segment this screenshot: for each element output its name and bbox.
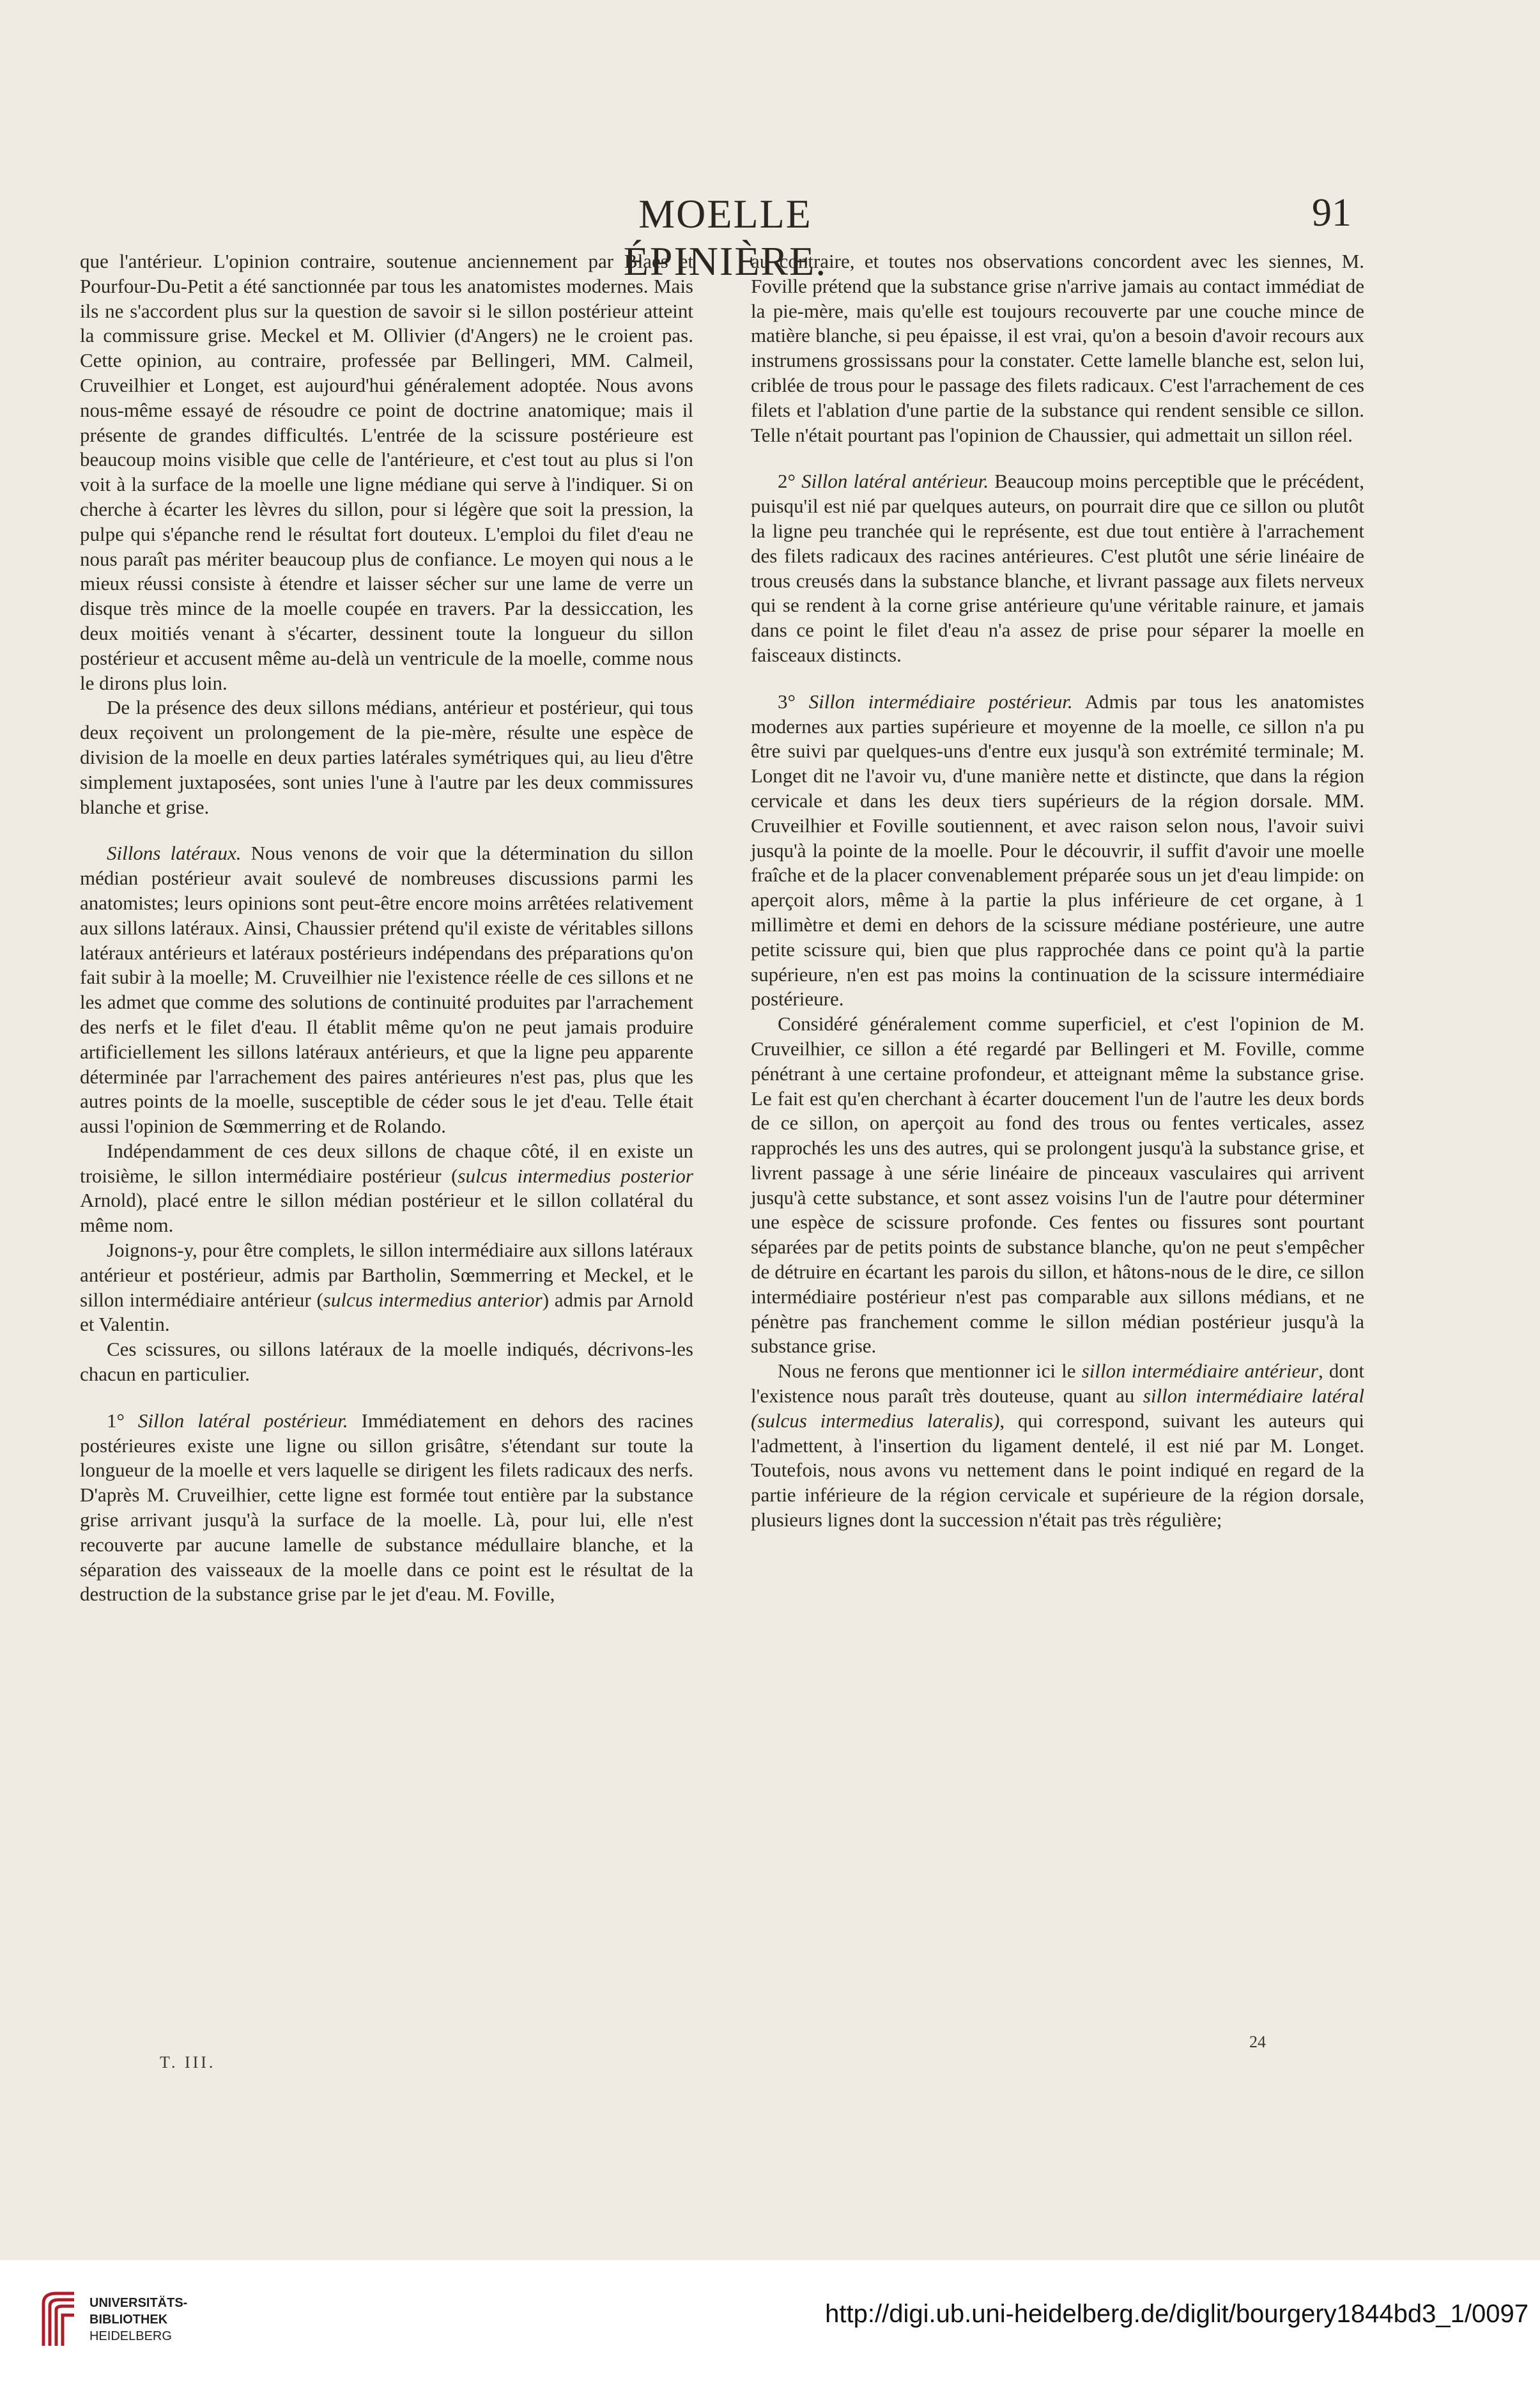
- paragraph-text: Joignons-y, pour être complets, le sillon intermédiaire aux sillons latéraux antérieur et postérieur, admis par Bartholin, Sœmmerring et Meckel, et le sillon intermédiaire antérieur (: [80, 1239, 693, 1311]
- paragraph-text: Admis par tous les anatomistes modernes aux parties supérieure et moyenne de la moelle, ce sillon n'a pu être suivi par quelques-uns d'entre eux jusqu'à son extrémité terminale; M. Longet dit ne l'avoir vu, d'une manière nette et distincte, que dans la région cervicale et dans les deux tiers supérieurs de la région dorsale. MM. Cruveilhier et Foville soutiennent, et avec raison selon nous, l'avoir suivi jusqu'à la pointe de la moelle. Pour le découvrir, il suffit d'avoir une moelle fraîche et de la placer convenablement préparée sous un jet d'eau limpide: on aperçoit alors, même à la partie la plus inférieure de cet organe, à 1 millimètre et demi en dehors de la scissure médiane postérieure, une autre petite scissure qui, bien que plus rapprochée dans ce point qu'à la partie supérieure, n'en est pas moins la continuation de la scissure intermédiaire postérieure.: [751, 690, 1364, 1011]
- paragraph: Ces scissures, ou sillons latéraux de la moelle indiqués, décrivons-les chacun en particulier.: [80, 1338, 693, 1386]
- paragraph: [751, 469, 1364, 667]
- paragraph: [751, 690, 1364, 1012]
- paragraph: De la présence des deux sillons médians, antérieur et postérieur, qui tous deux reçoivent un prolongement de la pie-mère, résulte une espèce de division de la moelle en deux parties latérales symétriques qui, au lieu d'être simplement juxtaposées, sont unies l'une à l'autre par les deux commissures blanche et grise.: [80, 696, 693, 818]
- volume-signature: T. III.: [160, 2053, 216, 2072]
- section-heading: Sillon latéral postérieur.: [137, 1409, 348, 1432]
- paragraph: au contraire, et toutes nos observations concordent avec les siennes, M. Foville prétend que la substance grise n'arrive jamais au contact immédiat de la pie-mère, mais qu'elle est toujours recouverte par une couche mince de matière blanche, si peu épaisse, il est vrai, qu'on a besoin d'avoir recours aux instrumens grossissans pour la constater. Cette lamelle blanche est, selon lui, criblée de trous pour le passage des filets radicaux. C'est l'arrachement de ces filets et l'ablation d'une partie de la substance qui rendent sensible ce sillon. Telle n'était pourtant pas l'opinion de Chaussier, qui admettait un sillon réel.: [751, 250, 1364, 446]
- page-number: 91: [1312, 191, 1351, 235]
- paragraph-text: Beaucoup moins perceptible que le précédent, puisqu'il est nié par quelques auteurs, on pourrait dire que ce sillon ou plutôt la ligne peu tranchée qui le représente, est due tout entière à l'arrachement des filets radicaux des racines antérieures. C'est plutôt une série linéaire de trous creusés dans la substance blanche, et livrant passage aux filets nerveux qui se rendent à la corne grise antérieure qu'une véritable rainure, et jamais dans ce point le filet d'eau n'a assez de prise pour séparer la moelle en faisceaux distincts.: [751, 470, 1364, 666]
- ub-heidelberg-logo-icon: [37, 2290, 78, 2348]
- paragraph-text: Arnold), placé entre le sillon médian postérieur et le sillon collatéral du même nom.: [80, 1189, 693, 1237]
- latin-term: sulcus intermedius posterior: [458, 1164, 693, 1187]
- paragraph-text: ) admis par Arnold et Valentin.: [80, 1288, 693, 1336]
- institution-name: [89, 2295, 187, 2345]
- paragraph: que l'antérieur. L'opinion contraire, soutenue anciennement par Blaes et Pourfour-Du-Petit a été sanctionnée par tous les anatomistes modernes. Mais ils ne s'accordent plus sur la question de savoir si le sillon postérieur atteint la commissure grise. Meckel et M. Ollivier (d'Angers) ne le croient pas. Cette opinion, au contraire, professée par Bellingeri, MM. Calmeil, Cruveilhier et Longet, est aujourd'hui généralement adoptée. Nous avons nous-même essayé de résoudre ce point de doctrine anatomique; mais il présente de grandes difficultés. L'entrée de la scissure postérieure est beaucoup moins visible que celle de l'antérieure, et c'est tout au plus si l'on voit à la surface de la moelle une ligne médiane qui serve à l'indiquer. Si on cherche à écarter les lèvres du sillon, pour si légère que soit la pression, la pulpe qui s'épanche rend le résultat fort douteux. L'emploi du filet d'eau ne nous paraît pas mériter beaucoup plus de confiance. Le moyen qui nous a le mieux réussi consiste à étendre et laisser sécher sur une lame de verre un disque très mince de la moelle coupée en travers. Par la dessiccation, les deux moitiés venant à s'écarter, dessinent toute la longueur du sillon postérieur et accusent même au-delà un ventricule de la moelle, comme nous le dirons plus loin.: [80, 250, 693, 694]
- section-number: 3°: [778, 690, 809, 713]
- paragraph-text: , qui correspond, suivant les auteurs qui l'admettent, à l'insertion du ligament dentelé, il est nié par M. Longet. Toutefois, nous avons vu nettement dans le point indiqué en regard de la partie inférieure de la région cervicale et supérieure de la région dorsale, plusieurs lignes dont la succession n'était pas très régulière;: [751, 1409, 1364, 1531]
- paragraph-text: Nous venons de voir que la détermination du sillon médian postérieur avait soulevé de nombreuses discussions parmi les anatomistes; leurs opinions sont peut-être encore moins arrêtées relativement aux sillons latéraux. Ainsi, Chaussier prétend qu'il existe de véritables sillons latéraux antérieurs et latéraux postérieurs indépendans des préparations qu'on fait subir à la moelle; M. Cruveilhier nie l'existence réelle de ces sillons et ne les admet que comme des solutions de continuité produites par l'arrachement des nerfs et le filet d'eau. Il établit même qu'on ne peut jamais produire artificiellement les sillons latéraux antérieurs, et que la ligne peu apparente déterminée par l'arrachement des paires antérieures n'est pas, plus que les autres points de la moelle, susceptible de céder sous le jet d'eau. Telle était aussi l'opinion de Sœmmerring et de Rolando.: [80, 842, 693, 1138]
- institution-line: HEIDELBERG: [89, 2329, 172, 2343]
- paragraph: [80, 1139, 693, 1238]
- paragraph-text: Nous ne ferons que mentionner ici le: [778, 1360, 1082, 1383]
- italic-term: sillon intermédiaire latéral (sulcus intermedius lateralis): [751, 1384, 1364, 1432]
- page-title: MOELLE ÉPINIÈRE.: [623, 191, 828, 284]
- section-heading: Sillon latéral antérieur.: [801, 470, 989, 493]
- paragraph: [80, 1238, 693, 1337]
- section-heading: Sillon intermédiaire postérieur.: [808, 690, 1073, 713]
- institution-line: BIBLIOTHEK: [89, 2313, 168, 2327]
- paragraph: [80, 841, 693, 1139]
- library-footer: [0, 2260, 1540, 2388]
- right-column: [751, 249, 1364, 1533]
- source-url-link[interactable]: http://digi.ub.uni-heidelberg.de/diglit/bourgery1844bd3_1/0097: [825, 2300, 1528, 2328]
- section-number: 2°: [778, 470, 802, 493]
- paragraph-text: Immédiatement en dehors des racines postérieures existe une ligne ou sillon grisâtre, s'étendant sur toute la longueur de la moelle et vers laquelle se dirigent les filets radicaux des nerfs. D'après M. Cruveilhier, cette ligne est formée tout entière par la substance grise arrivant jusqu'à la surface de la moelle. Là, pour lui, elle n'est recouverte par aucune lamelle de substance médullaire blanche, et la séparation des vaisseaux de la moelle dans ce point est le résultat de la destruction de la substance grise par le jet d'eau. M. Foville,: [80, 1409, 693, 1606]
- left-column: [80, 249, 693, 1607]
- gathering-signature: 24: [1249, 2033, 1266, 2051]
- paragraph-text: Indépendamment de ces deux sillons de chaque côté, il en existe un troisième, le sillon intermédiaire postérieur (: [80, 1139, 693, 1187]
- section-number: 1°: [107, 1409, 138, 1432]
- italic-term: sillon intermédiaire antérieur: [1081, 1360, 1318, 1383]
- latin-term: sulcus intermedius anterior: [323, 1288, 543, 1311]
- paragraph: Considéré généralement comme superficiel, et c'est l'opinion de M. Cruveilhier, ce sillon a été regardé par Bellingeri et M. Foville, comme pénétrant à une certaine profondeur, et atteignant même la substance grise. Le fait est qu'en cherchant à écarter doucement l'un de l'autre les deux bords de ce sillon, on aperçoit au fond des trous ou fentes verticales, assez rapprochés les uns des autres, qui se prolongent jusqu'à la substance grise, et livrent passage à une série linéaire de pinceaux vasculaires qui arrivent jusqu'à cette substance, et sont assez voisins l'un de l'autre pour déterminer une espèce de scissure profonde. Ces fentes ou fissures sont pourtant séparées par de petits points de substance blanche, qu'on ne peut s'empêcher de détruire en écartant les parois du sillon, et hâtons-nous de le dire, ce sillon intermédiaire postérieur n'est pas comparable aux sillons médians, et ne pénètre pas franchement comme le sillon médian postérieur jusqu'à la substance grise.: [751, 1012, 1364, 1358]
- paragraph-text: , dont l'existence nous paraît très douteuse, quant au: [751, 1360, 1364, 1407]
- paragraph: [751, 1359, 1364, 1533]
- section-heading: Sillons latéraux.: [107, 842, 242, 865]
- paragraph: [80, 1409, 693, 1607]
- institution-line: UNIVERSITÄTS-: [89, 2296, 188, 2310]
